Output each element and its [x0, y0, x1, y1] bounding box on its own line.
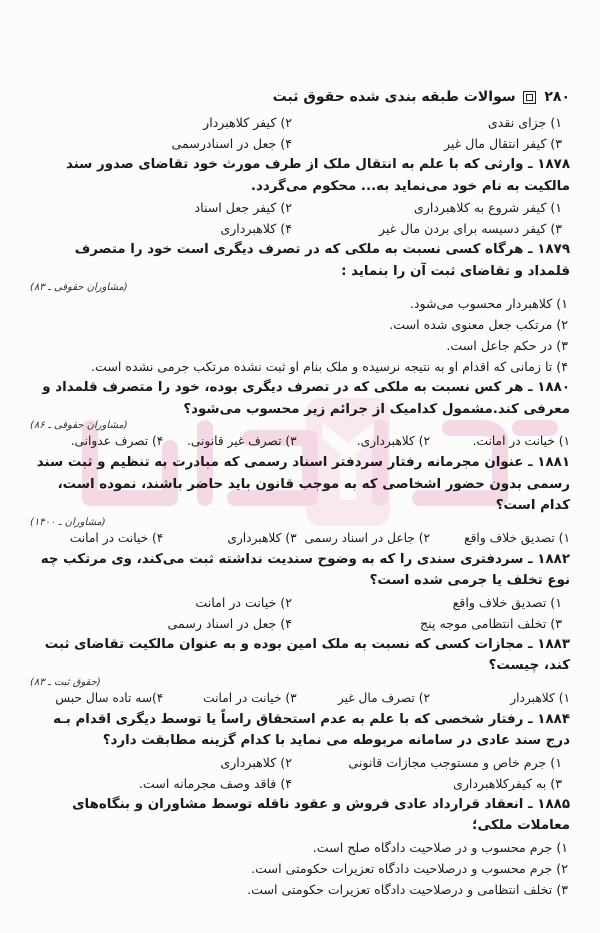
page-number: ۲۸۰ — [544, 89, 570, 105]
question-text: ۱۸۸۵ ـ انعقاد قرارداد عادی فروش و عقود ناقله توسط مشاوران و بنگاه‌های معاملات ملکی؛ — [72, 796, 570, 833]
option: ۲) کلاهبرداری — [220, 754, 292, 770]
question-source: (مشاوران حقوقی ـ ۸۶) — [30, 420, 128, 431]
option: ۲) کلاهبرداری. — [356, 434, 431, 448]
question-options — [30, 592, 570, 634]
question-options — [30, 837, 570, 900]
option: ۱) جزای نقدی — [487, 115, 562, 130]
option: ۴)سه تاده سال حبس — [55, 690, 164, 705]
option: ۳) کلاهبرداری — [227, 530, 297, 545]
question-source: (حقوق ثبت ـ ۸۳) — [30, 676, 101, 688]
option: ۲) مرتکب جعل معنوی شده است. — [389, 317, 568, 332]
question-text: ۱۸۸۳ ـ مجازات کسی که نسبت به ملک امین بوده و به عنوان مالکیت تقاضای ثبت کند، چیست؟ — [44, 636, 570, 673]
option: ۴) کلاهبرداری — [220, 221, 292, 236]
option: ۳) تخلف انتظامی و درصلاحیت دادگاه تعزیرات حکومتی است. — [247, 881, 568, 897]
option: ۱) تصدیق خلاف واقع — [452, 594, 562, 610]
book-icon — [523, 91, 536, 104]
question-text: ۱۸۸۰ ـ هر کس نسبت به ملکی که در تصرف دیگری بوده، خود را متصرف قلمداد و معرفی کند.مشمول کدامیک از جرائم زیر محسوب می‌شود؟ — [42, 380, 570, 417]
option: ۲) خیانت در امانت — [195, 594, 292, 610]
question-options — [30, 752, 570, 794]
option: ۱) خیانت در امانت. — [472, 434, 570, 448]
question-text: ۱۸۸۲ ـ سردفتری سندی را که به وضوح سندیت نداشته ثبت می‌کند، وی مرتکب چه نوع تخلف یا جرمی شده است؟ — [40, 551, 570, 588]
option: ۴) جعل در اسناد رسمی — [167, 615, 292, 631]
question-options — [30, 431, 570, 452]
page-title: سوالات طبقه بندی شده حقوق ثبت — [272, 89, 516, 105]
option: ۲) جاعل در اسناد رسمی — [304, 530, 431, 545]
options-prev-question — [30, 112, 570, 154]
option: ۲) کیفر جعل اسناد — [194, 200, 292, 215]
option: ۳) تخلف انتظامی موجه پنج — [420, 615, 562, 631]
option: ۴) جعل در اسنادرسمی — [171, 136, 292, 151]
option: ۱) تصدیق خلاف واقع — [464, 530, 570, 545]
option: ۲) تصرف مال غیر — [337, 690, 431, 705]
option: ۱) جرم محسوب و در صلاحیت دادگاه صلح است. — [312, 839, 568, 855]
option: ۴) خیانت در امانت — [69, 530, 164, 545]
page-header — [30, 86, 570, 108]
option: ۲) جرم محسوب و درصلاحیت دادگاه تعزیرات حکومتی است. — [251, 860, 568, 876]
option: ۳) تصرف غیر قانونی. — [187, 434, 297, 448]
question-options — [30, 197, 570, 239]
question-options — [30, 528, 570, 549]
question-text: ۱۸۸۴ ـ رفتار شخصی که با علم به عدم استحقاق راساً یا توسط دیگری اقدام بـه درج سند عادی در سامانه مربوطه می نماید با کدام گزینه مطابقت دارد؟ — [53, 711, 570, 748]
option: ۴) فاقد وصف مجرمانه است. — [138, 775, 292, 791]
question-source: (مشاوران ـ ۱۴۰۰) — [30, 516, 106, 528]
option: ۳) به کیفرکلاهبرداری — [452, 775, 562, 791]
option: ۱) کیفر شروع به کلاهبرداری — [413, 200, 562, 215]
option: ۱) کلاهبردار محسوب می‌شود. — [409, 296, 568, 311]
option: ۳) در حکم جاعل است. — [446, 338, 568, 353]
option: ۱) جرم خاص و مستوجب مجازات قانونی — [348, 754, 562, 770]
question-source: (مشاوران حقوقی ـ ۸۳) — [30, 282, 128, 293]
question-options — [30, 293, 570, 377]
option: ۴) تا زمانی که اقدام او به نتیجه نرسیده و ملک بنام او ثبت نشده مرتکب جرمی نشده است. — [90, 359, 568, 374]
question-options — [30, 688, 570, 709]
option: ۱) کلاهبردار — [510, 690, 570, 705]
question-text: ۱۸۷۹ ـ هرگاه کسی نسبت به ملکی که در تصرف دیگری است خود را متصرف قلمداد و تقاضای ثبت آن را بنماید : — [74, 242, 570, 279]
option: ۴) تصرف عدوانی. — [70, 434, 164, 448]
question-text: ۱۸۸۱ ـ عنوان مجرمانه رفتار سردفتر اسناد رسمی که مبادرت به تنظیم و ثبت سند رسمی بدون حضور اشخاصی که به موجب قانون باید حاضر باشند، نموده است، کدام است؟ — [36, 455, 570, 513]
option: ۳) کیفر انتقال مال غیر — [443, 136, 562, 151]
option: ۳) خیانت در امانت — [203, 690, 297, 705]
option: ۳) کیفر دسیسه برای بردن مال غیر — [379, 221, 562, 236]
question-text: ۱۸۷۸ ـ وارثی که با علم به انتقال ملک از طرف مورث خود تقاضای صدور سند مالکیت به نام خود می‌نماید به... محکوم می‌گردد. — [65, 157, 570, 194]
option: ۲) کیفر کلاهبردار — [203, 115, 292, 130]
page-content — [30, 86, 570, 900]
